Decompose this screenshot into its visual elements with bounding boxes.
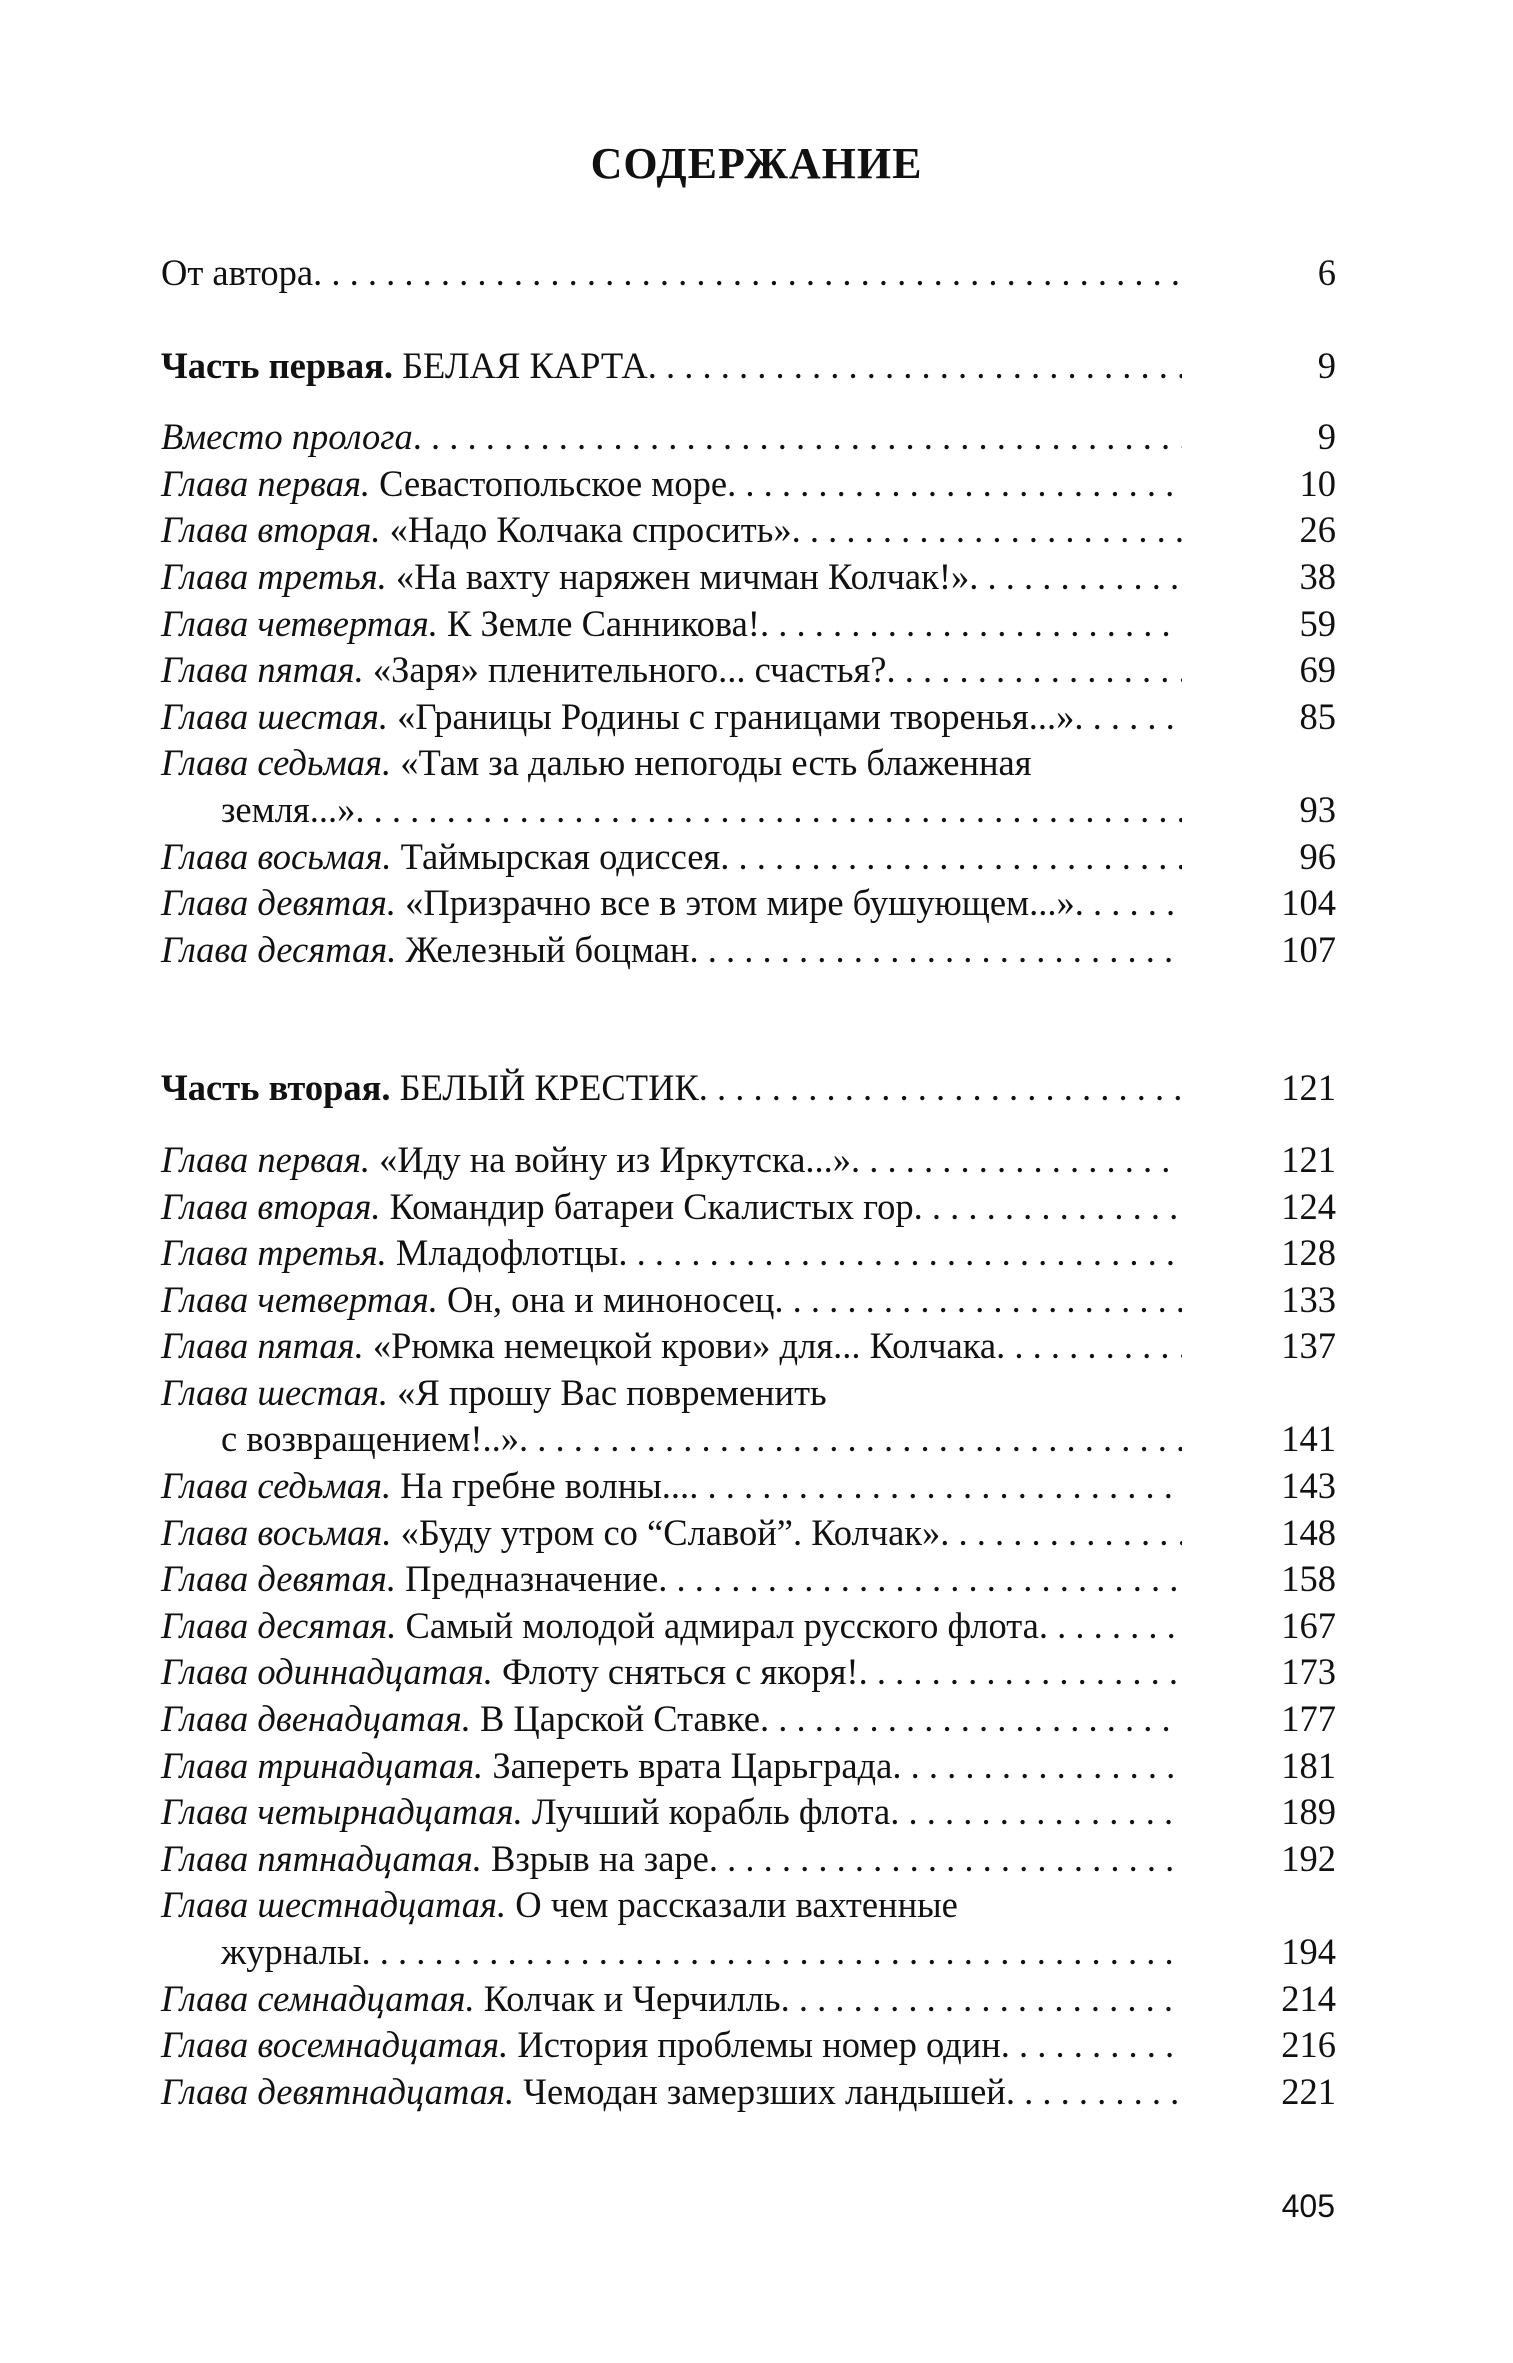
toc-entry-page: 177 [1281,1698,1336,1740]
toc-leader-dots [727,461,1182,508]
part2-chapter-list [161,1137,1336,2115]
chapter-label: Глава восемнадцатая. [161,2024,509,2066]
chapter-title: Предназначение [405,1558,659,1600]
toc-entry [161,414,1336,461]
chapter-title: Командир батареи Скалистых гор [389,1185,914,1227]
toc-entry [161,1370,1336,1417]
toc-entry [161,1277,1336,1324]
toc-entry [161,1743,1336,1790]
toc-entry-page: 214 [1281,1977,1336,2019]
toc-part-heading [161,343,1336,390]
chapter-label: Глава восьмая. [161,1511,392,1553]
toc-entry-continuation [161,1929,1336,1976]
chapter-label: Глава семнадцатая. [161,1977,475,2019]
chapter-title: Младофлотцы [395,1232,619,1274]
toc-entry [161,554,1336,601]
toc-leader-dots [355,787,1182,834]
part-name: БЕЛАЯ КАРТА [402,344,648,386]
chapter-label: Глава первая. [161,1138,371,1180]
toc-entry-page: 124 [1281,1185,1336,1227]
chapter-label: Глава третья. [161,1232,387,1274]
chapter-title: Колчак и Черчилль [483,1977,781,2019]
toc-entry [161,2022,1336,2069]
toc-entry [161,1649,1336,1696]
toc-part-heading [161,1065,1336,1112]
toc-leader-dots [760,601,1182,648]
chapter-title: История проблемы номер один [517,2024,1001,2066]
chapter-title-cont: с возвращением!..» [221,1418,519,1460]
page-title: СОДЕРЖАНИЕ [590,139,923,188]
toc-entry-page: 69 [1299,649,1336,691]
toc-entry-page: 194 [1281,1931,1336,1972]
toc-entry-page: 104 [1281,882,1336,924]
toc-entry [161,834,1336,881]
toc-entry [161,1976,1336,2023]
toc-entry [161,601,1336,648]
toc-entry [161,1463,1336,1510]
chapter-title: Лучший корабль флота [531,1791,891,1833]
chapter-label: Глава девятая. [161,882,396,924]
chapter-title: Самый молодой адмирал русского флота [405,1604,1039,1646]
toc-entry-page: 141 [1281,1418,1336,1460]
chapter-label: Глава третья. [161,555,387,597]
chapter-title: «Заря» пленительного... счастья? [372,649,887,691]
toc-entry-page: 128 [1281,1232,1336,1274]
toc-leader-dots [413,414,1182,461]
chapter-title: На гребне волны... [400,1465,690,1507]
chapter-title: В Царской Ставке [479,1698,760,1740]
toc-leader-dots [618,1230,1182,1277]
chapter-label: Глава вторая. [161,509,381,551]
chapter-label: Глава четвертая. [161,602,438,644]
chapter-title-cont: журналы [221,1931,362,1972]
chapter-title: Запереть врата Царьграда [492,1744,893,1786]
toc-entry-page: 148 [1281,1511,1336,1553]
toc-entry [161,507,1336,554]
part-name: БЕЛЫЙ КРЕСТИК [399,1067,699,1109]
toc-leader-dots [648,343,1182,390]
toc-entry-title: От автора [161,252,314,293]
chapter-label: Глава одиннадцатая. [161,1651,493,1693]
toc-leader-dots [689,1463,1182,1510]
chapter-label: Глава двенадцатая. [161,1698,471,1740]
toc-entry-page: 143 [1281,1465,1336,1507]
chapter-label: Глава вторая. [161,1185,381,1227]
toc-leader-dots [720,834,1182,881]
chapter-label: Глава десятая. [161,928,397,970]
chapter-title: Взрыв на заре [491,1837,709,1879]
toc-leader-dots [969,554,1182,601]
toc-entry [161,1882,1336,1929]
chapter-label: Глава пятая. [161,649,364,691]
chapter-label: Глава десятая. [161,1604,397,1646]
toc-entry-page: 26 [1299,509,1336,551]
chapter-label: Глава девятнадцатая. [161,2070,515,2112]
toc-leader-dots [1074,694,1182,741]
toc-entry-page: 133 [1281,1278,1336,1320]
chapter-title: О чем рассказали вахтенные [515,1884,958,1926]
toc-entry-continuation [161,787,1336,834]
toc-entry-continuation [161,1416,1336,1463]
chapter-label: Вместо пролога [161,416,413,458]
table-of-contents [161,250,1336,2115]
toc-entry-page: 6 [1317,252,1336,293]
toc-entry-page: 167 [1281,1604,1336,1646]
chapter-title: Железный боцман [405,928,690,970]
toc-leader-dots [760,1696,1182,1743]
toc-leader-dots [886,647,1182,694]
toc-entry [161,1323,1336,1370]
toc-leader-dots [851,1137,1182,1184]
toc-leader-dots [892,1743,1182,1790]
toc-entry-page: 216 [1281,2024,1336,2066]
toc-entry-page: 121 [1281,1067,1336,1109]
toc-entry-page: 137 [1281,1325,1336,1367]
toc-entry-page: 192 [1281,1837,1336,1879]
chapter-label: Глава первая. [161,462,371,504]
toc-entry [161,461,1336,508]
chapter-label: Глава пятая. [161,1325,364,1367]
toc-entry-page: 85 [1299,695,1336,737]
toc-entry-page: 9 [1317,344,1336,386]
chapter-label: Глава девятая. [161,1558,396,1600]
chapter-title: «Буду утром со “Славой”. Колчак» [400,1511,941,1553]
toc-leader-dots [1039,1603,1182,1650]
chapter-title: «Я прошу Вас повременить [397,1371,827,1413]
part-label: Часть первая. [161,344,393,386]
chapter-label: Глава тринадцатая. [161,1744,484,1786]
chapter-title: Он, она и миноносец [446,1278,775,1320]
toc-entry-page: 181 [1281,1744,1336,1786]
toc-leader-dots [914,1184,1182,1231]
toc-entry-page: 121 [1281,1138,1336,1180]
chapter-title: К Земле Санникова! [446,602,760,644]
toc-leader-dots [774,1277,1182,1324]
part-label: Часть вторая. [161,1067,391,1109]
toc-entry [161,694,1336,741]
toc-leader-dots [1001,2022,1182,2069]
toc-entry [161,1696,1336,1743]
toc-leader-dots [699,1065,1182,1112]
toc-entry [161,1510,1336,1557]
toc-entry-page: 107 [1281,928,1336,970]
chapter-title: «Рюмка немецкой крови» для... Колчака [372,1325,997,1367]
toc-entry-page: 10 [1299,462,1336,504]
chapter-title: «Там за далью непогоды есть блаженная [400,742,1032,784]
toc-entry [161,2069,1336,2116]
chapter-label: Глава четырнадцатая. [161,1791,523,1833]
toc-entry-page: 38 [1299,555,1336,597]
toc-leader-dots [1006,2069,1182,2116]
toc-leader-dots [792,507,1182,554]
toc-entry [161,1556,1336,1603]
page-number: 405 [1281,2188,1335,2224]
toc-leader-dots [519,1416,1182,1463]
chapter-label: Глава шестая. [161,1371,389,1413]
chapter-label: Глава шестая. [161,695,389,737]
chapter-title: «Иду на войну из Иркутска...» [379,1138,852,1180]
toc-entry [161,1789,1336,1836]
toc-leader-dots [689,927,1182,974]
toc-entry-page: 221 [1281,2070,1336,2112]
chapter-title: «Призрачно все в этом мире бушующем...» [405,882,1075,924]
chapter-label: Глава седьмая. [161,1465,392,1507]
toc-entry-page: 158 [1281,1558,1336,1600]
chapter-title: Севастопольское море [379,462,728,504]
chapter-label: Глава шестнадцатая. [161,1884,507,1926]
toc-entry [161,647,1336,694]
toc-leader-dots [859,1649,1182,1696]
toc-leader-dots [709,1836,1182,1883]
part1-chapter-list [161,414,1336,973]
toc-leader-dots [781,1976,1182,2023]
toc-front-entry [161,250,1336,297]
toc-entry-page: 173 [1281,1651,1336,1693]
chapter-label: Глава седьмая. [161,742,392,784]
toc-leader-dots [658,1556,1182,1603]
chapter-title: «Границы Родины с границами творенья...» [397,695,1075,737]
toc-entry-page: 93 [1299,788,1336,830]
toc-entry [161,1603,1336,1650]
toc-entry [161,927,1336,974]
chapter-title: «Надо Колчака спросить» [389,509,792,551]
toc-entry [161,1137,1336,1184]
toc-entry-page: 189 [1281,1791,1336,1833]
toc-entry [161,1230,1336,1277]
chapter-title-cont: земля...» [221,788,356,830]
chapter-title: Чемодан замерзших ландышей [523,2070,1006,2112]
toc-entry [161,1836,1336,1883]
toc-entry-page: 9 [1317,416,1336,458]
toc-entry-page: 59 [1299,602,1336,644]
chapter-title: «На вахту наряжен мичман Колчак!» [395,555,970,597]
chapter-title: Таймырская одиссея [400,835,721,877]
toc-entry [161,1184,1336,1231]
toc-leader-dots [1075,880,1182,927]
toc-entry-page: 96 [1299,835,1336,877]
chapter-label: Глава четвертая. [161,1278,438,1320]
chapter-label: Глава пятнадцатая. [161,1837,482,1879]
toc-leader-dots [362,1929,1182,1976]
toc-leader-dots [940,1510,1182,1557]
toc-leader-dots [890,1789,1182,1836]
chapter-label: Глава восьмая. [161,835,392,877]
chapter-title: Флоту сняться с якоря! [502,1651,859,1693]
toc-leader-dots [996,1323,1182,1370]
toc-entry [161,740,1336,787]
toc-entry [161,880,1336,927]
toc-leader-dots [313,250,1182,297]
